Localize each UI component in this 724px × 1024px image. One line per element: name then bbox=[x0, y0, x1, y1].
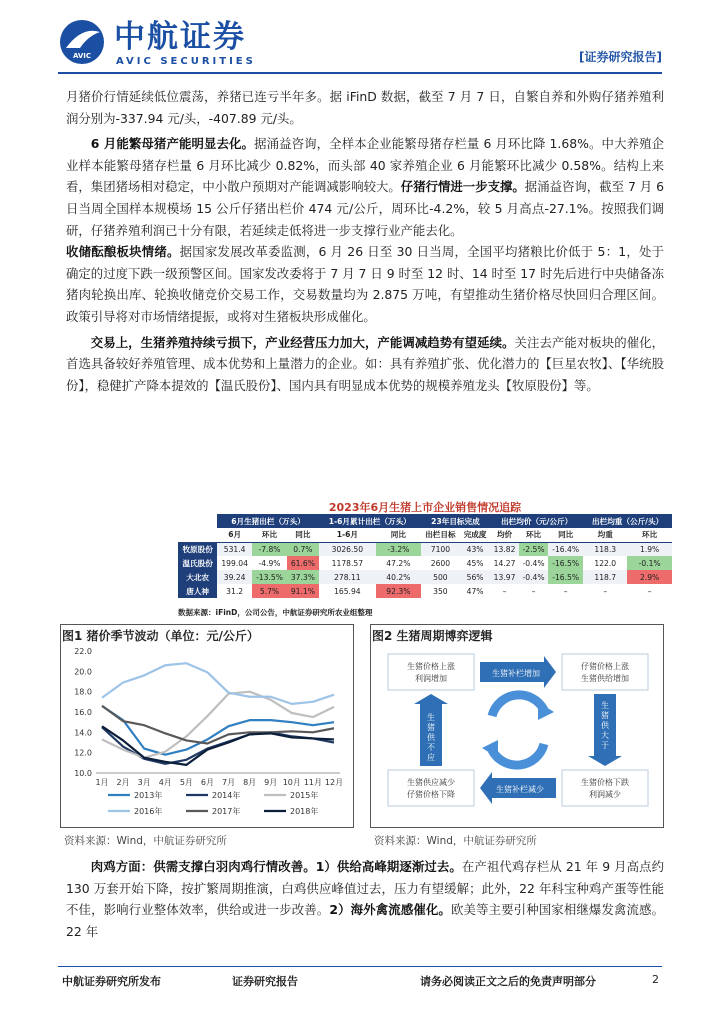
body-text-bottom bbox=[66, 856, 664, 942]
table-cell: 1178.57 bbox=[331, 558, 364, 568]
x-tick-label: 11月 bbox=[303, 778, 323, 787]
table-cell: -16.5% bbox=[548, 570, 583, 584]
capacity-text: 据涌益咨询，全样本企业能繁母猪存栏量 6 月环比降 1.68%。中大养殖企业样本能繁母猪存栏量 6 月环比减少 0.82%，而头部 40 家养殖企业 6 月能繁环比减少 0.58%。结构上来看，集团猪场相对稳定，中小散户预期对产能调减影响较大。 bbox=[66, 136, 665, 195]
piglet-text: 据涌益咨询，截至 7 月 6 日当周全国样本规模场 15 公斤仔猪出栏价 474 元/公斤，周环比-4.2%，较 5 月高点-27.1%。按照我们调研，仔猪养殖利润已十分有限，若延续走低将进一步支撑行业产能去化。 bbox=[66, 179, 665, 238]
figure2-title: 图2 生猪周期博弈逻辑 bbox=[372, 629, 493, 643]
x-tick-label: 8月 bbox=[243, 778, 257, 787]
paragraph-trading bbox=[66, 332, 664, 397]
cycle-box-top-right bbox=[562, 654, 648, 690]
table-cell: -7.8% bbox=[252, 542, 287, 556]
table-row bbox=[178, 556, 672, 570]
report-type-tag: [证券研究报告] bbox=[579, 50, 662, 64]
table-cell: 91.1% bbox=[287, 584, 319, 598]
table-cell: 40.2% bbox=[376, 570, 421, 584]
cycle-box-bottom-left bbox=[388, 770, 474, 806]
sub-header: 均价 bbox=[490, 528, 519, 542]
cycle-box-bottom-right-line2: 利润减少 bbox=[589, 790, 621, 799]
x-tick-label: 7月 bbox=[221, 778, 236, 787]
table-cell: -0.4% bbox=[519, 570, 548, 584]
company-name-cell: 牧原股份 bbox=[178, 542, 217, 556]
cycle-box-top-left-line1: 生猪价格上涨 bbox=[407, 662, 455, 671]
sub-header: 1-6月 bbox=[319, 528, 376, 542]
group-header: 出栏均重（公斤/头） bbox=[583, 514, 672, 528]
footer-report-type: 证券研究报告 bbox=[232, 975, 298, 988]
x-tick-label: 10月 bbox=[282, 778, 301, 787]
x-tick-label: 12月 bbox=[324, 778, 344, 787]
legend-label: 2017年 bbox=[212, 807, 241, 816]
table-cell: 165.94 bbox=[334, 586, 361, 596]
body-text-top bbox=[66, 86, 664, 396]
table-cell: 92.3% bbox=[376, 584, 421, 598]
arrow-right-label bbox=[601, 700, 610, 750]
storage-text: 据国家发展改革委监测，6 月 26 日至 30 日当周，全国平均猪粮比价低于 5：1，处于确定的过度下跌一级预警区间。国家发改委将于 7 月 7 日 9 时至 12 时、14 时至 17 时先后进行中央储备冻猪肉轮换出库、轮换收储竞价交易工作，交易数量均为 2.875 万吨，有望推动生猪价格尽快回归合理区间。政策引导将对市场情绪提振，或将对生猪板块形成催化。 bbox=[66, 244, 664, 324]
chart-lines bbox=[102, 663, 334, 765]
paragraph-profit: 月猪价行情延续低位震荡，养猪已连亏半年多。据 iFinD 数据，截至 7 月 7 日，自繁自养和外购仔猪养殖利润分别为-337.94 元/头，-407.89 元/头。 bbox=[66, 89, 664, 126]
figure2-source: 资料来源：Wind，中航证券研究所 bbox=[374, 835, 537, 847]
table-cell: 2600 bbox=[430, 558, 451, 568]
x-tick-label: 6月 bbox=[200, 778, 215, 787]
cycle-box-top-left-line2: 利润增加 bbox=[415, 674, 447, 683]
avian-flu-text: 欧美等主要引种国家相继爆发禽流感。22 年 bbox=[66, 902, 665, 939]
series-line bbox=[102, 706, 334, 755]
cycle-arc-top-icon bbox=[492, 695, 544, 716]
table-cell: 37.3% bbox=[287, 570, 319, 584]
bold-lead-trading: 交易上，生猪养殖持续亏损下，产业经营压力加大，产能调减趋势有望延续。 bbox=[90, 334, 515, 350]
figure1-source: 资料来源：Wind，中航证券研究所 bbox=[64, 835, 227, 847]
paragraph-capacity bbox=[66, 133, 664, 241]
table-title: 2023年6月生猪上市企业销售情况追踪 bbox=[328, 501, 522, 514]
table-row bbox=[178, 584, 672, 598]
table-cell: -2.5% bbox=[519, 542, 548, 556]
x-tick-label: 9月 bbox=[264, 778, 278, 787]
brand-name-cn: 中航证券 bbox=[114, 19, 246, 55]
table-corner bbox=[178, 514, 217, 528]
table-cell: 5.7% bbox=[252, 584, 287, 598]
legend-label: 2013年 bbox=[134, 791, 163, 800]
y-tick-label: 18.0 bbox=[74, 687, 92, 697]
table-cell: -16.5% bbox=[548, 556, 583, 570]
table-cell: – bbox=[647, 586, 652, 596]
sub-header: 同比 bbox=[287, 528, 319, 542]
y-tick-label: 14.0 bbox=[74, 728, 92, 738]
table-cell: 47% bbox=[466, 586, 484, 596]
table-sub-header-row bbox=[178, 528, 672, 542]
svg-text:应: 应 bbox=[427, 753, 435, 762]
svg-text:猪: 猪 bbox=[427, 723, 435, 732]
series-line bbox=[102, 663, 334, 704]
header-divider bbox=[58, 72, 662, 74]
y-tick-label: 12.0 bbox=[74, 748, 92, 758]
group-header: 6月生猪出栏（万头） bbox=[217, 514, 318, 528]
legend-label: 2016年 bbox=[134, 807, 163, 816]
brand-name-en: AVIC SECURITIES bbox=[116, 56, 256, 67]
table-cell: 39.24 bbox=[217, 570, 252, 584]
company-name-cell: 温氏股份 bbox=[178, 556, 217, 570]
table-cell: -0.4% bbox=[522, 558, 545, 568]
trading-text: 关注去产能对板块的催化，首选具备较好养殖管理、成本优势和上量潜力的企业。如：具有养殖扩张、优化潜力的【巨星农牧】、【华统股份】，稳健扩产降本提效的【温氏股份】、国内具有明显成本优势的规模养殖龙头【牧原股份】等。 bbox=[66, 334, 665, 393]
bold-lead-avian-flu: 2）海外禽流感催化。 bbox=[329, 902, 451, 918]
footer-publisher: 中航证券研究所发布 bbox=[62, 975, 161, 988]
chart-axes bbox=[74, 647, 343, 787]
table-cell: 531.4 bbox=[217, 542, 252, 556]
table-cell: 278.11 bbox=[319, 570, 376, 584]
group-header: 23年目标完成 bbox=[421, 514, 490, 528]
legend-label: 2018年 bbox=[290, 807, 319, 816]
sub-header: 均重 bbox=[583, 528, 627, 542]
figure1-line-chart bbox=[64, 645, 350, 825]
table-cell: -0.1% bbox=[627, 556, 672, 570]
sub-header: 同比 bbox=[548, 528, 583, 542]
table-cell: – bbox=[531, 586, 536, 596]
x-tick-label: 4月 bbox=[158, 778, 172, 787]
paragraph-storage bbox=[66, 241, 664, 327]
table-cell: 1.9% bbox=[627, 542, 672, 556]
x-tick-label: 3月 bbox=[137, 778, 151, 787]
footer-divider bbox=[58, 966, 662, 967]
x-tick-label: 2月 bbox=[116, 778, 130, 787]
svg-text:生: 生 bbox=[601, 701, 609, 710]
table-cell: 61.6% bbox=[287, 556, 319, 570]
legend-label: 2015年 bbox=[290, 791, 319, 800]
table-cell: 118.3 bbox=[583, 542, 627, 556]
table-cell: 13.82 bbox=[490, 542, 519, 556]
cycle-box-bottom-right bbox=[562, 770, 648, 806]
sub-header: 环比 bbox=[627, 528, 672, 542]
group-header: 出栏均价（元/公斤） bbox=[490, 514, 583, 528]
avic-logo-icon bbox=[58, 18, 106, 66]
table-cell: 199.04 bbox=[221, 558, 248, 568]
table-cell: 31.2 bbox=[226, 586, 244, 596]
page-number: 2 bbox=[652, 973, 659, 986]
table-cell: 3026.50 bbox=[319, 542, 376, 556]
cycle-box-top-right-line1: 仔猪价格上涨 bbox=[581, 662, 629, 671]
bold-lead-broiler: 肉鸡方面：供需支撑白羽肉鸡行情改善。1）供给高峰期逐渐过去。 bbox=[90, 859, 462, 874]
table-cell: -3.2% bbox=[376, 542, 421, 556]
table-cell: 56% bbox=[460, 570, 490, 584]
chart-legend bbox=[108, 790, 318, 816]
table-row bbox=[178, 542, 672, 556]
y-tick-label: 10.0 bbox=[74, 769, 92, 778]
figure1-title: 图1 猪价季节波动（单位：元/公斤） bbox=[62, 629, 259, 643]
arrow-top-label: 生猪补栏增加 bbox=[492, 669, 540, 678]
paragraph-broiler bbox=[66, 856, 664, 942]
svg-text:供: 供 bbox=[427, 733, 435, 742]
table-cell: – bbox=[502, 586, 507, 596]
sub-header: 6月 bbox=[217, 528, 252, 542]
bold-lead-piglet: 仔猪行情进一步支撑。 bbox=[400, 179, 525, 195]
table-source: 数据来源：iFinD，公司公告，中航证券研究所农业组整理 bbox=[178, 608, 373, 617]
table-corner-sub bbox=[178, 528, 217, 542]
broiler-text: 在产祖代鸡存栏从 21 年 9 月高点约 130 万套开始下降，按扩繁周期推演，白鸡供应峰值过去，压力有望缓解；此外，22 年科宝种鸡产蛋等性能不佳，影响行业整体效率，供给或进一步改善。 bbox=[66, 859, 664, 918]
table-cell: 7100 bbox=[421, 542, 460, 556]
y-tick-label: 20.0 bbox=[74, 667, 92, 677]
table-group-header-row bbox=[178, 514, 672, 528]
y-tick-label: 16.0 bbox=[74, 708, 92, 717]
page-header bbox=[58, 18, 662, 70]
arrow-bottom-label: 生猪补栏减少 bbox=[496, 785, 544, 794]
company-name-cell: 唐人神 bbox=[178, 584, 217, 598]
svg-text:AVIC: AVIC bbox=[72, 52, 92, 60]
sub-header: 出栏目标 bbox=[421, 528, 460, 542]
cycle-arc-bottom-icon bbox=[492, 744, 544, 765]
arrow-left-label bbox=[427, 712, 436, 762]
table-cell: -13.5% bbox=[252, 570, 287, 584]
legend-label: 2014年 bbox=[212, 791, 241, 800]
bold-lead-capacity: 6 月能繁母猪产能明显去化。 bbox=[90, 136, 255, 152]
cycle-box-bottom-left-line1: 生猪供应减少 bbox=[407, 778, 455, 787]
y-tick-label: 22.0 bbox=[74, 647, 92, 656]
x-tick-label: 5月 bbox=[179, 778, 193, 787]
sub-header: 同比 bbox=[376, 528, 421, 542]
cycle-box-top-left bbox=[388, 654, 474, 690]
table-cell: 0.7% bbox=[287, 542, 319, 556]
table-cell: -16.4% bbox=[548, 542, 583, 556]
sales-table-body bbox=[178, 542, 672, 598]
group-header: 1-6月累计出栏（万头） bbox=[319, 514, 421, 528]
svg-text:生: 生 bbox=[427, 713, 435, 722]
sub-header: 完成度 bbox=[460, 528, 490, 542]
svg-text:供: 供 bbox=[601, 721, 609, 730]
table-cell: 45% bbox=[466, 558, 484, 568]
table-cell: 43% bbox=[460, 542, 490, 556]
svg-text:大: 大 bbox=[601, 731, 609, 740]
cycle-box-bottom-left-line2: 仔猪价格下降 bbox=[407, 790, 455, 799]
table-cell: 118.7 bbox=[583, 570, 627, 584]
cycle-box-bottom-right-line1: 生猪价格下跌 bbox=[581, 778, 629, 787]
table-cell: 2.9% bbox=[627, 570, 672, 584]
x-tick-label: 1月 bbox=[95, 778, 109, 787]
table-cell: – bbox=[563, 586, 568, 596]
table-cell: 350 bbox=[433, 586, 448, 596]
table-cell: 122.0 bbox=[594, 558, 617, 568]
table-row bbox=[178, 570, 672, 584]
svg-text:猪: 猪 bbox=[601, 711, 609, 720]
table-cell: – bbox=[603, 586, 608, 596]
table-cell: 13.97 bbox=[490, 570, 519, 584]
company-name-cell: 大北农 bbox=[178, 570, 217, 584]
bold-lead-storage: 收储酝酿板块情绪。 bbox=[66, 244, 180, 260]
sub-header: 环比 bbox=[519, 528, 548, 542]
cycle-box-top-right-line2: 生猪供给增加 bbox=[581, 674, 629, 683]
svg-text:不: 不 bbox=[427, 743, 435, 752]
table-cell: -4.9% bbox=[258, 558, 281, 568]
svg-text:于: 于 bbox=[601, 741, 609, 750]
table-cell: 500 bbox=[421, 570, 460, 584]
table-cell: 14.27 bbox=[493, 558, 516, 568]
sales-table bbox=[178, 514, 672, 598]
sub-header: 环比 bbox=[252, 528, 287, 542]
figure2-cycle-diagram bbox=[372, 646, 662, 826]
footer-disclaimer: 请务必阅读正文之后的免责声明部分 bbox=[420, 975, 596, 988]
table-cell: 47.2% bbox=[386, 558, 411, 568]
